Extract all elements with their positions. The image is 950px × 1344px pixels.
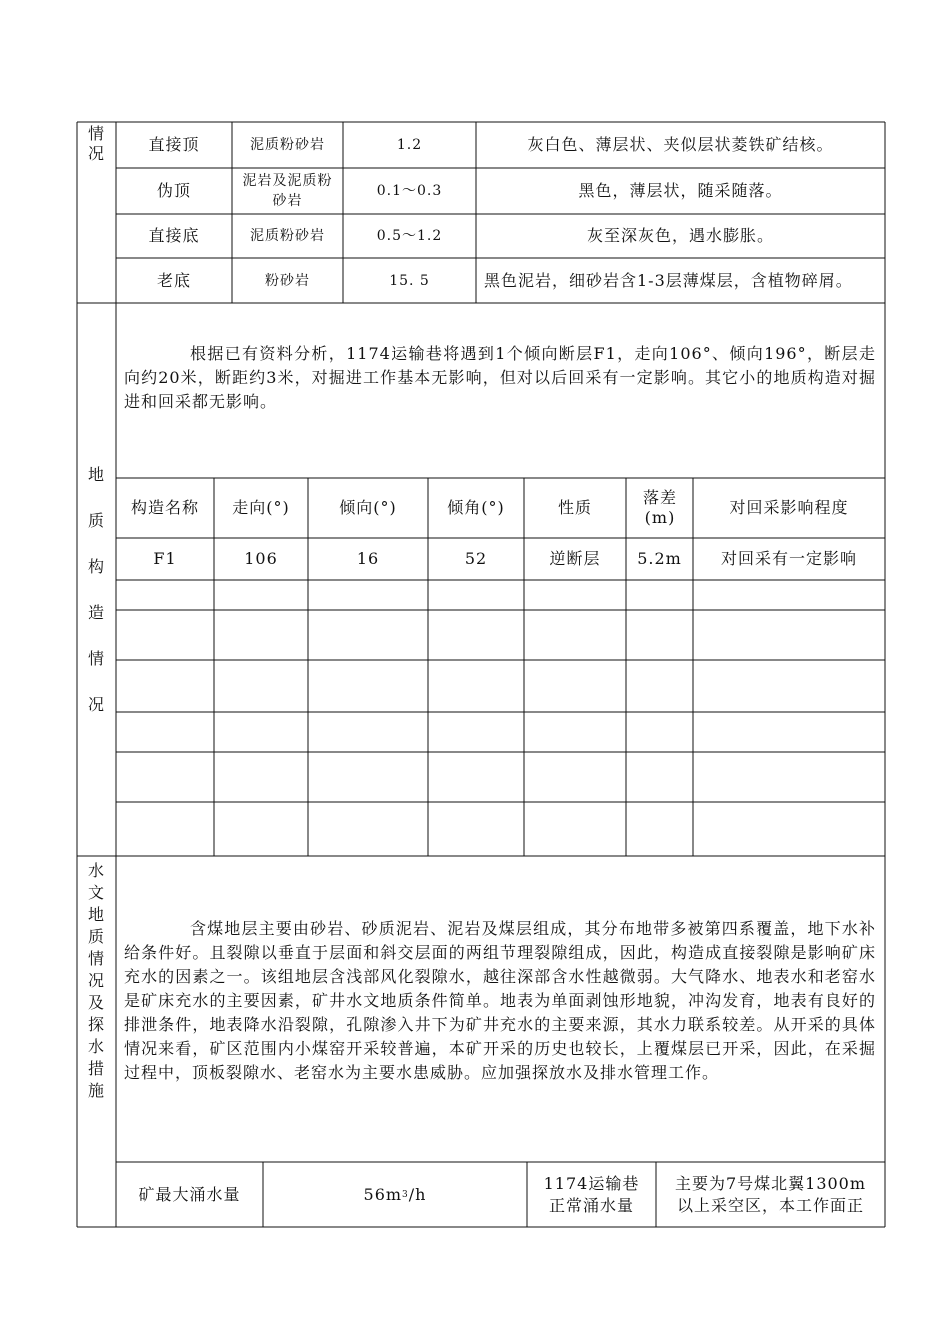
max-inflow-unit: /h (408, 1184, 427, 1204)
thickness-cell: 0.1～0.3 (376, 183, 443, 199)
section-label-geology (77, 452, 116, 722)
table-cell: 52 (464, 549, 488, 568)
description-cell: 灰白色、薄层状、夹似层状菱铁矿结核。 (527, 135, 834, 154)
label-char: 质 (87, 927, 105, 946)
hydrogeology-paragraph: 含煤地层主要由砂岩、砂质泥岩、泥岩及煤层组成，其分布地带多被第四系覆盖，地下水补给条件好。且裂隙以垂直于层面和斜交层面的两组节理裂隙组成，因此，构造成直接裂隙是影响矿床充水的因素之一。该组地层含浅部风化裂隙水，越往深部含水性越微弱。大气降水、地表水和老窑水是矿床充水的主要因素，矿井水文地质条件简单。地表为单面剥蚀形地貌，冲沟发育，地表有良好的排泄条件，地表降水沿裂隙，孔隙渗入井下为矿井充水的主要来源，其水力联系较差。从开采的具体情况来看，矿区范围内小煤窑开采较普遍，本矿开采的历史也较长，上覆煤层已开采，因此，在采掘过程中，顶板裂隙水、老窑水为主要水患威胁。应加强探放水及排水管理工作。 (124, 919, 876, 1082)
section-label-hydrogeology (77, 860, 116, 1110)
label-char: 及 (87, 993, 105, 1012)
normal-inflow-label (527, 1162, 656, 1227)
table-cell: 16 (356, 549, 380, 568)
rock-type-cell: 泥岩及泥质粉砂岩 (242, 173, 333, 209)
normal-inflow-label-line2: 正常涌水量 (548, 1195, 634, 1215)
label-char: 施 (87, 1081, 105, 1100)
description-cell: 黑色泥岩，细砂岩含1-3层薄煤层，含植物碎屑。 (484, 270, 853, 290)
table-cell: F1 (153, 549, 177, 568)
label-char: 探 (87, 1015, 105, 1034)
label-char: 情 (87, 649, 105, 668)
table-header-cell: 倾向(°) (339, 498, 397, 517)
table-cell: 5.2m (637, 549, 682, 568)
layer-name-cell: 直接顶 (148, 135, 200, 154)
rock-type-cell: 泥质粉砂岩 (250, 137, 325, 153)
max-inflow-label: 矿最大涌水量 (138, 1184, 241, 1204)
label-char: 水 (87, 1037, 105, 1056)
thickness-cell: 0.5～1.2 (376, 228, 443, 244)
normal-inflow-note-line1: 主要为7号煤北翼1300m (674, 1173, 867, 1193)
table-header-cell: 构造名称 (130, 498, 199, 517)
normal-inflow-note-line2: 以上采空区，本工作面正 (676, 1195, 864, 1215)
label-char: 造 (87, 603, 105, 622)
table-header-cell: 对回采影响程度 (729, 498, 849, 517)
table-cell: 106 (244, 549, 278, 568)
table-header-cell: 性质 (557, 498, 592, 517)
rock-type-cell: 粉砂岩 (265, 272, 310, 289)
thickness-cell: 15. 5 (389, 272, 430, 289)
normal-inflow-note (656, 1162, 885, 1227)
label-char: 措 (87, 1059, 105, 1078)
label-char: 地 (87, 905, 105, 924)
normal-inflow-label-line1: 1174运输巷 (543, 1173, 640, 1193)
table-header-cell: 走向(°) (232, 498, 290, 517)
layer-name-cell: 直接底 (148, 226, 200, 245)
max-inflow-number: 56m (363, 1184, 403, 1204)
label-char: 况 (87, 971, 105, 990)
label-char: 地 (87, 465, 105, 484)
table-header-cell: 倾角(°) (447, 498, 505, 517)
max-inflow-value: 56m 3 /h (363, 1184, 427, 1204)
thickness-cell: 1.2 (396, 137, 423, 153)
label-char: 构 (87, 557, 105, 576)
label-char: 况 (87, 695, 105, 714)
label-char: 情 (87, 124, 105, 143)
layer-name-cell: 伪顶 (156, 181, 191, 200)
section-label-roof-floor (77, 124, 116, 184)
rock-type-cell: 泥质粉砂岩 (250, 228, 325, 244)
label-char: 情 (87, 949, 105, 968)
label-char: 况 (87, 144, 105, 163)
description-cell: 灰至深灰色，遇水膨胀。 (586, 226, 774, 245)
label-char: 质 (87, 511, 105, 530)
label-char: 水 (87, 861, 105, 880)
description-cell: 黑色，薄层状，随采随落。 (578, 181, 783, 200)
geology-paragraph: 根据已有资料分析，1174运输巷将遇到1个倾向断层F1，走向106°、倾向196°，断层走向约20米，断距约3米，对掘进工作基本无影响，但对以后回采有一定影响。其它小的地质构造对掘进和回采都无影响。 (124, 344, 876, 411)
table-header-cell: 落差(m) (642, 488, 677, 527)
table-cell: 对回采有一定影响 (720, 549, 857, 568)
table-cell: 逆断层 (549, 549, 601, 568)
layer-name-cell: 老底 (156, 270, 191, 290)
label-char: 文 (87, 883, 105, 902)
